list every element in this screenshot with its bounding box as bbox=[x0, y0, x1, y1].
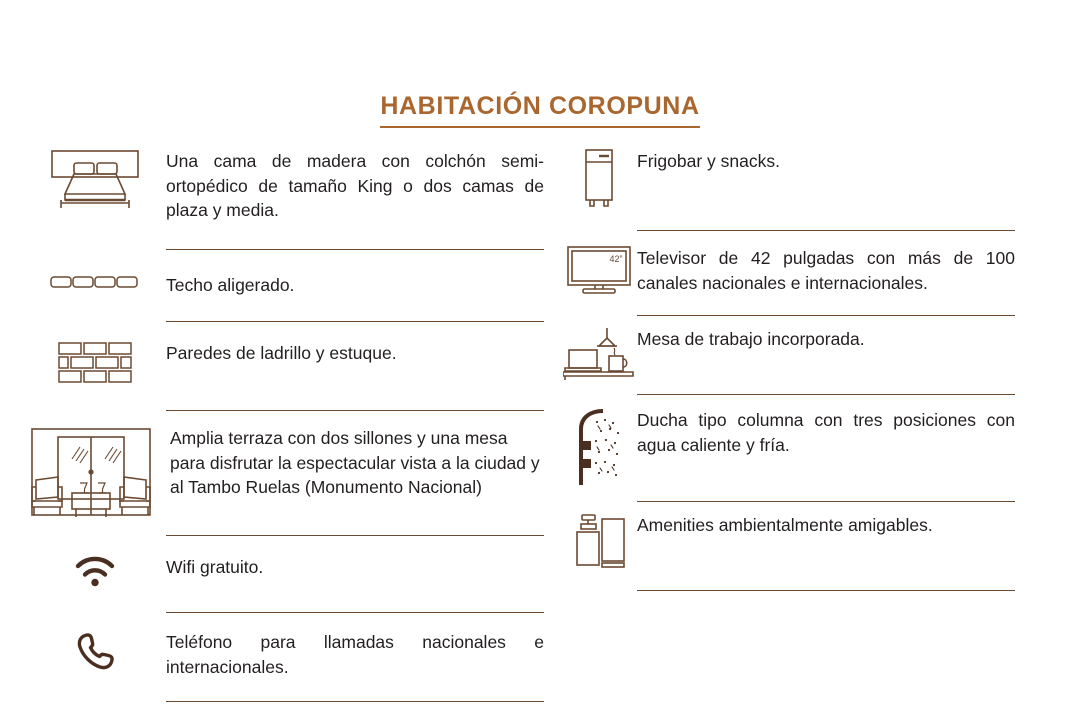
divider bbox=[637, 590, 1015, 591]
list-item-text: Wifi gratuito. bbox=[166, 557, 264, 577]
amenities-icon bbox=[560, 512, 637, 570]
terrace-icon bbox=[24, 425, 170, 521]
television-icon bbox=[560, 245, 637, 295]
list-item bbox=[24, 425, 544, 521]
list-item-text: Frigobar y snacks. bbox=[637, 151, 780, 171]
page-title-container bbox=[0, 92, 1080, 128]
page-title: HABITACIÓN COROPUNA bbox=[380, 92, 699, 128]
list-item-text: Techo aligerado. bbox=[166, 274, 295, 295]
minibar-icon bbox=[560, 148, 637, 208]
tv-size-label: 42” bbox=[608, 254, 623, 264]
list-item-text: Paredes de ladrillo y estuque. bbox=[166, 343, 397, 363]
list-item bbox=[560, 407, 1015, 487]
list-item bbox=[560, 148, 1015, 208]
list-item-text: Televisor de 42 pulgadas con más de 100 canales nacionales e internacionales. bbox=[637, 248, 1015, 293]
list-item bbox=[24, 629, 544, 679]
list-item bbox=[24, 554, 544, 588]
right-amenities-column bbox=[560, 148, 1015, 591]
list-item-text: Ducha tipo columna con tres posiciones con agua caliente y fría. bbox=[637, 410, 1015, 455]
list-item-text: Amenities ambientalmente amigables. bbox=[637, 515, 933, 535]
list-item-text: Una cama de madera con colchón semi-ortopédico de tamaño King o dos camas de plaza y media. bbox=[166, 151, 544, 220]
list-item bbox=[24, 148, 544, 223]
divider bbox=[166, 701, 544, 702]
list-item bbox=[24, 272, 544, 298]
work-desk-icon bbox=[560, 326, 637, 380]
left-amenities-column bbox=[24, 148, 544, 702]
bed-icon bbox=[24, 148, 166, 210]
shower-column-icon bbox=[560, 407, 637, 487]
lightweight-ceiling-icon bbox=[24, 272, 166, 292]
list-item bbox=[560, 326, 1015, 380]
list-item-text: Amplia terraza con dos sillones y una mesa para disfrutar la espectacular vista a la ciudad y al Tambo Ruelas (Monumento Nacional) bbox=[170, 428, 540, 497]
list-item-text: Teléfono para llamadas nacionales e internacionales. bbox=[166, 632, 544, 677]
brick-wall-icon bbox=[24, 340, 166, 388]
telephone-icon bbox=[24, 629, 166, 675]
list-item bbox=[24, 340, 544, 388]
list-item bbox=[560, 512, 1015, 570]
wifi-icon bbox=[24, 554, 166, 588]
list-item bbox=[560, 245, 1015, 295]
list-item-text: Mesa de trabajo incorporada. bbox=[637, 329, 865, 349]
